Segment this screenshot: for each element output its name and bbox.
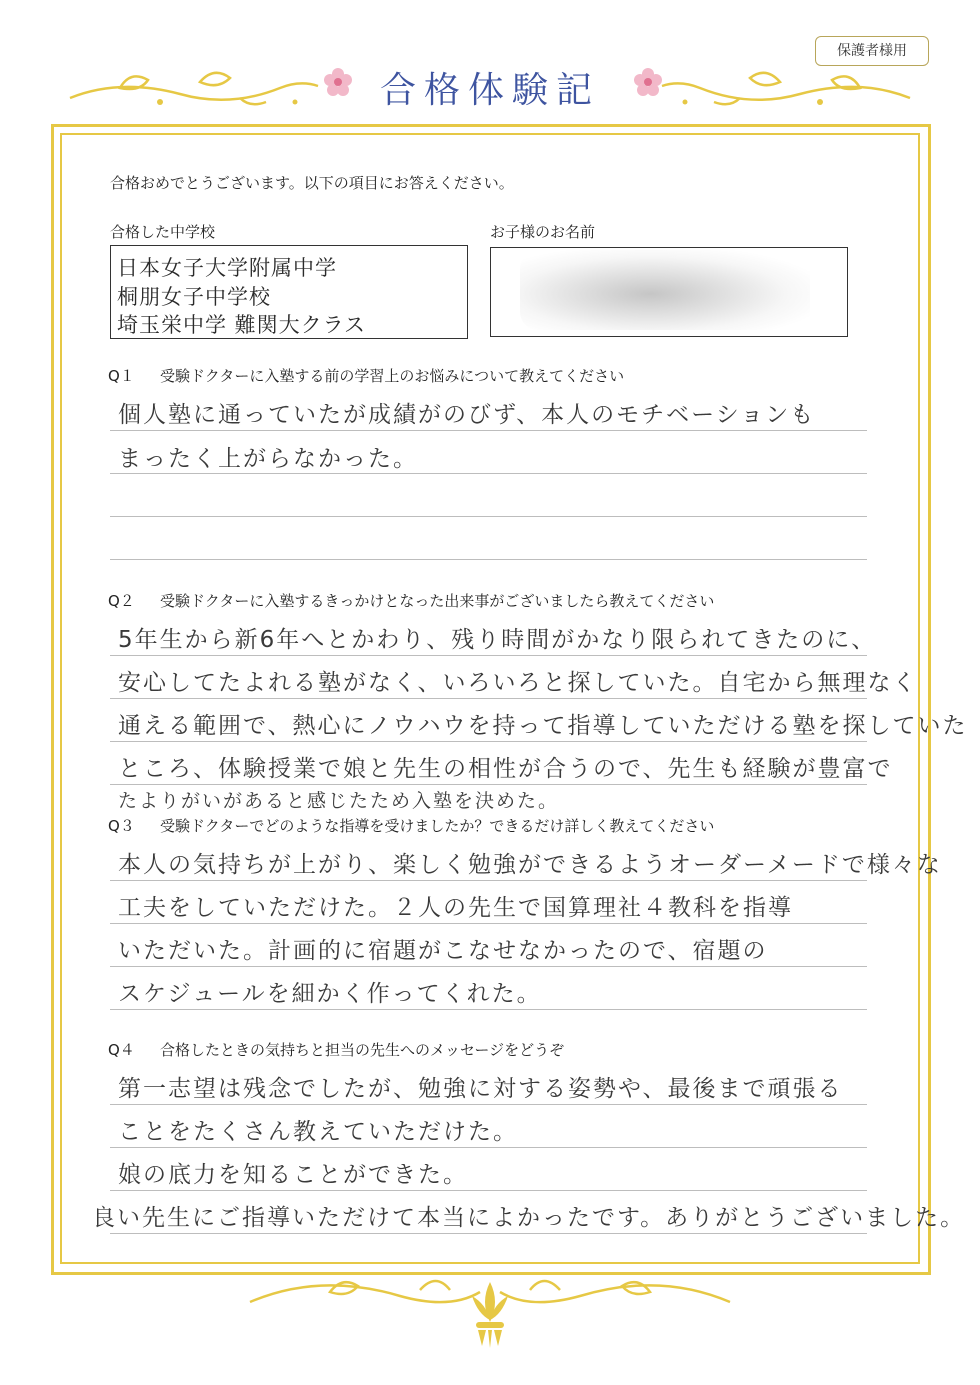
answer-line: 娘の底力を知ることができた。 xyxy=(118,1162,468,1188)
answer-line: 安心してたよれる塾がなく、いろいろと探していた。自宅から無理なく xyxy=(118,670,918,696)
school-label: 合格した中学校 xyxy=(110,223,216,241)
intro-text: 合格おめでとうございます。以下の項目にお答えください。 xyxy=(110,174,514,192)
question-2: Q２ 受験ドクターに入塾するきっかけとなった出来事がございましたら教えてください xyxy=(108,592,715,610)
answer-line: いただいた。計画的に宿題がこなせなかったので、宿題の xyxy=(118,938,768,964)
school-entry: 桐朋女子中学校 xyxy=(117,285,271,309)
answer-line: 個人塾に通っていたが成績がのびず、本人のモチベーションも xyxy=(118,402,816,428)
page-title: 合格体験記 xyxy=(379,70,600,111)
answer-line: スケジュールを細かく作ってくれた。 xyxy=(118,981,542,1007)
answer-line: ことをたくさん教えていただけた。 xyxy=(118,1119,518,1145)
answer-line: たよりがいがあると感じたため入塾を決めた。 xyxy=(118,790,560,812)
answer-line: 工夫をしていただけた。２人の先生で国算理社４教科を指導 xyxy=(118,895,793,921)
answer-line: 5年生から新6年へとかわり、残り時間がかなり限られてきたのに、 xyxy=(118,627,877,653)
answer-line: 本人の気持ちが上がり、楽しく勉強ができるようオーダーメードで様々な xyxy=(118,852,942,878)
redacted-name xyxy=(520,250,810,330)
question-3: Q３ 受験ドクターでどのような指導を受けましたか？できるだけ詳しく教えてください xyxy=(108,817,715,835)
school-entry: 埼玉栄中学 難関大クラス xyxy=(117,313,367,337)
bottom-ornament xyxy=(240,1262,740,1352)
flower-icon xyxy=(632,66,664,98)
school-entry: 日本女子大学附属中学 xyxy=(117,256,337,280)
answer-line: まったく上がらなかった。 xyxy=(118,446,418,472)
answer-line: 良い先生にご指導いただけて本当によかったです。ありがとうございました。 xyxy=(92,1205,966,1231)
answer-line: 通える範囲で、熱心にノウハウを持って指導していただける塾を探していた xyxy=(118,713,968,739)
name-label: お子様のお名前 xyxy=(490,223,596,241)
answer-line: 第一志望は残念でしたが、勉強に対する姿勢や、最後まで頑張る xyxy=(118,1076,843,1102)
school-box xyxy=(110,245,468,339)
answer-line: ところ、体験授業で娘と先生の相性が合うので、先生も経験が豊富で xyxy=(118,756,893,782)
question-4: Q４ 合格したときの気持ちと担当の先生へのメッセージをどうぞ xyxy=(108,1041,565,1059)
audience-badge: 保護者様用 xyxy=(815,36,929,66)
question-1: Q１ 受験ドクターに入塾する前の学習上のお悩みについて教えてください xyxy=(108,367,625,385)
